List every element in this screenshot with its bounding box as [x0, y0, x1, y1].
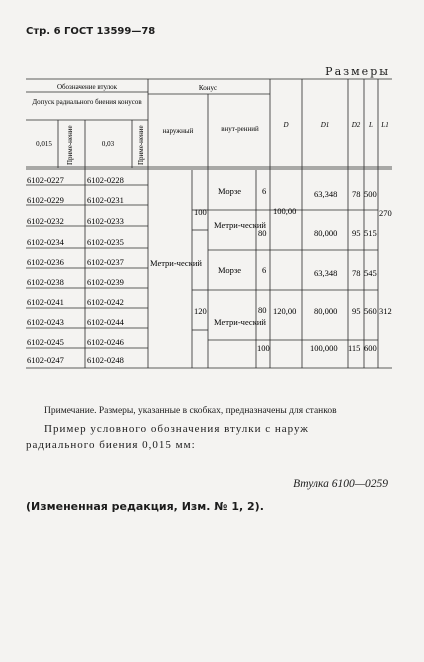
- code-b-3: 6102-0235: [87, 237, 124, 247]
- header-outer: наружный: [162, 127, 194, 135]
- l-row3: 545: [364, 268, 377, 278]
- outer-cone-100: 100: [194, 207, 207, 217]
- header-application-2: Приме-нение: [137, 125, 145, 165]
- d1-row2: 80,000: [314, 228, 338, 238]
- code-a-8: 6102-0245: [27, 337, 64, 347]
- code-b-5: 6102-0239: [87, 277, 124, 287]
- header-inner: внут-ренний: [221, 125, 259, 133]
- example-line-2: радиального биения 0,015 мм:: [26, 439, 196, 451]
- d1-row4: 80,000: [314, 306, 338, 316]
- header-tolerance: Допуск радиального биения конусов: [32, 98, 142, 106]
- code-b-9: 6102-0248: [87, 355, 124, 365]
- inner-cone-1: Морзе: [218, 186, 242, 196]
- code-a-6: 6102-0241: [27, 297, 64, 307]
- d1-row1: 63,348: [314, 189, 338, 199]
- header-D2: D2: [351, 121, 361, 129]
- inner-cone-4-num: 80: [258, 305, 267, 315]
- d2-row4: 95: [352, 306, 361, 316]
- inner-cone-3: Морзе: [218, 265, 242, 275]
- header-D: D: [283, 121, 289, 129]
- l-row5: 600: [364, 343, 377, 353]
- header-cone: Конус: [198, 84, 218, 92]
- header-L: L: [369, 121, 373, 129]
- header-designation: Обозначение втулок: [56, 83, 118, 91]
- code-a-1: 6102-0229: [27, 195, 64, 205]
- inner-cone-1-num: 6: [262, 186, 267, 196]
- header-application-1: Приме-нение: [66, 125, 74, 165]
- l1-group1: 270: [379, 208, 392, 218]
- d1-row5: 100,000: [310, 343, 338, 353]
- code-b-0: 6102-0228: [87, 175, 124, 185]
- code-a-2: 6102-0232: [27, 216, 64, 226]
- d2-row3: 78: [352, 268, 361, 278]
- codes-0015: [27, 175, 65, 365]
- table-grid: [26, 79, 392, 368]
- sizes-caption: Размеры: [325, 65, 390, 78]
- d1-row3: 63,348: [314, 268, 338, 278]
- d2-row1: 78: [352, 189, 361, 199]
- d-120: 120,00: [273, 306, 297, 316]
- code-b-8: 6102-0246: [87, 337, 124, 347]
- inner-cone-2: Метри-ческий: [214, 220, 266, 230]
- code-a-5: 6102-0238: [27, 277, 64, 287]
- inner-cone-5-num: 100: [257, 343, 270, 353]
- code-a-0: 6102-0227: [27, 175, 64, 185]
- inner-cone-3-num: 6: [262, 265, 267, 275]
- d-100: 100,00: [273, 206, 297, 216]
- edition-note: (Измененная редакция, Изм. № 1, 2).: [26, 500, 264, 513]
- code-b-6: 6102-0242: [87, 297, 124, 307]
- inner-cone-4: Метри-ческий: [214, 317, 266, 327]
- code-b-4: 6102-0237: [87, 257, 124, 267]
- code-a-3: 6102-0234: [27, 237, 64, 247]
- l-row4: 560: [364, 306, 377, 316]
- example-designation: Втулка 6100—0259: [293, 478, 388, 490]
- code-b-7: 6102-0244: [87, 317, 124, 327]
- l-row1: 500: [364, 189, 377, 199]
- example-line-1: Пример условного обозначения втулки с наруж: [44, 423, 309, 435]
- header-tol-0015: 0,015: [36, 140, 52, 148]
- outer-cone-type: Метри-ческий: [150, 258, 202, 268]
- outer-cone-120: 120: [194, 306, 207, 316]
- page-header: Стр. 6 ГОСТ 13599—78: [26, 26, 156, 37]
- header-D1: D1: [320, 121, 330, 129]
- header-tol-003: 0,03: [101, 140, 115, 148]
- code-b-1: 6102-0231: [87, 195, 124, 205]
- d2-row2: 95: [352, 228, 361, 238]
- code-a-9: 6102-0247: [27, 355, 64, 365]
- code-b-2: 6102-0233: [87, 216, 124, 226]
- table-note: Примечание. Размеры, указанные в скобках, предназначены для станков: [44, 406, 337, 416]
- l1-group2: 312: [379, 306, 392, 316]
- code-a-7: 6102-0243: [27, 317, 64, 327]
- inner-cone-2-num: 80: [258, 228, 267, 238]
- header-L1: L1: [381, 121, 389, 129]
- d2-row5: 115: [348, 343, 361, 353]
- codes-003: [87, 175, 125, 365]
- l-row2: 515: [364, 228, 377, 238]
- code-a-4: 6102-0236: [27, 257, 64, 267]
